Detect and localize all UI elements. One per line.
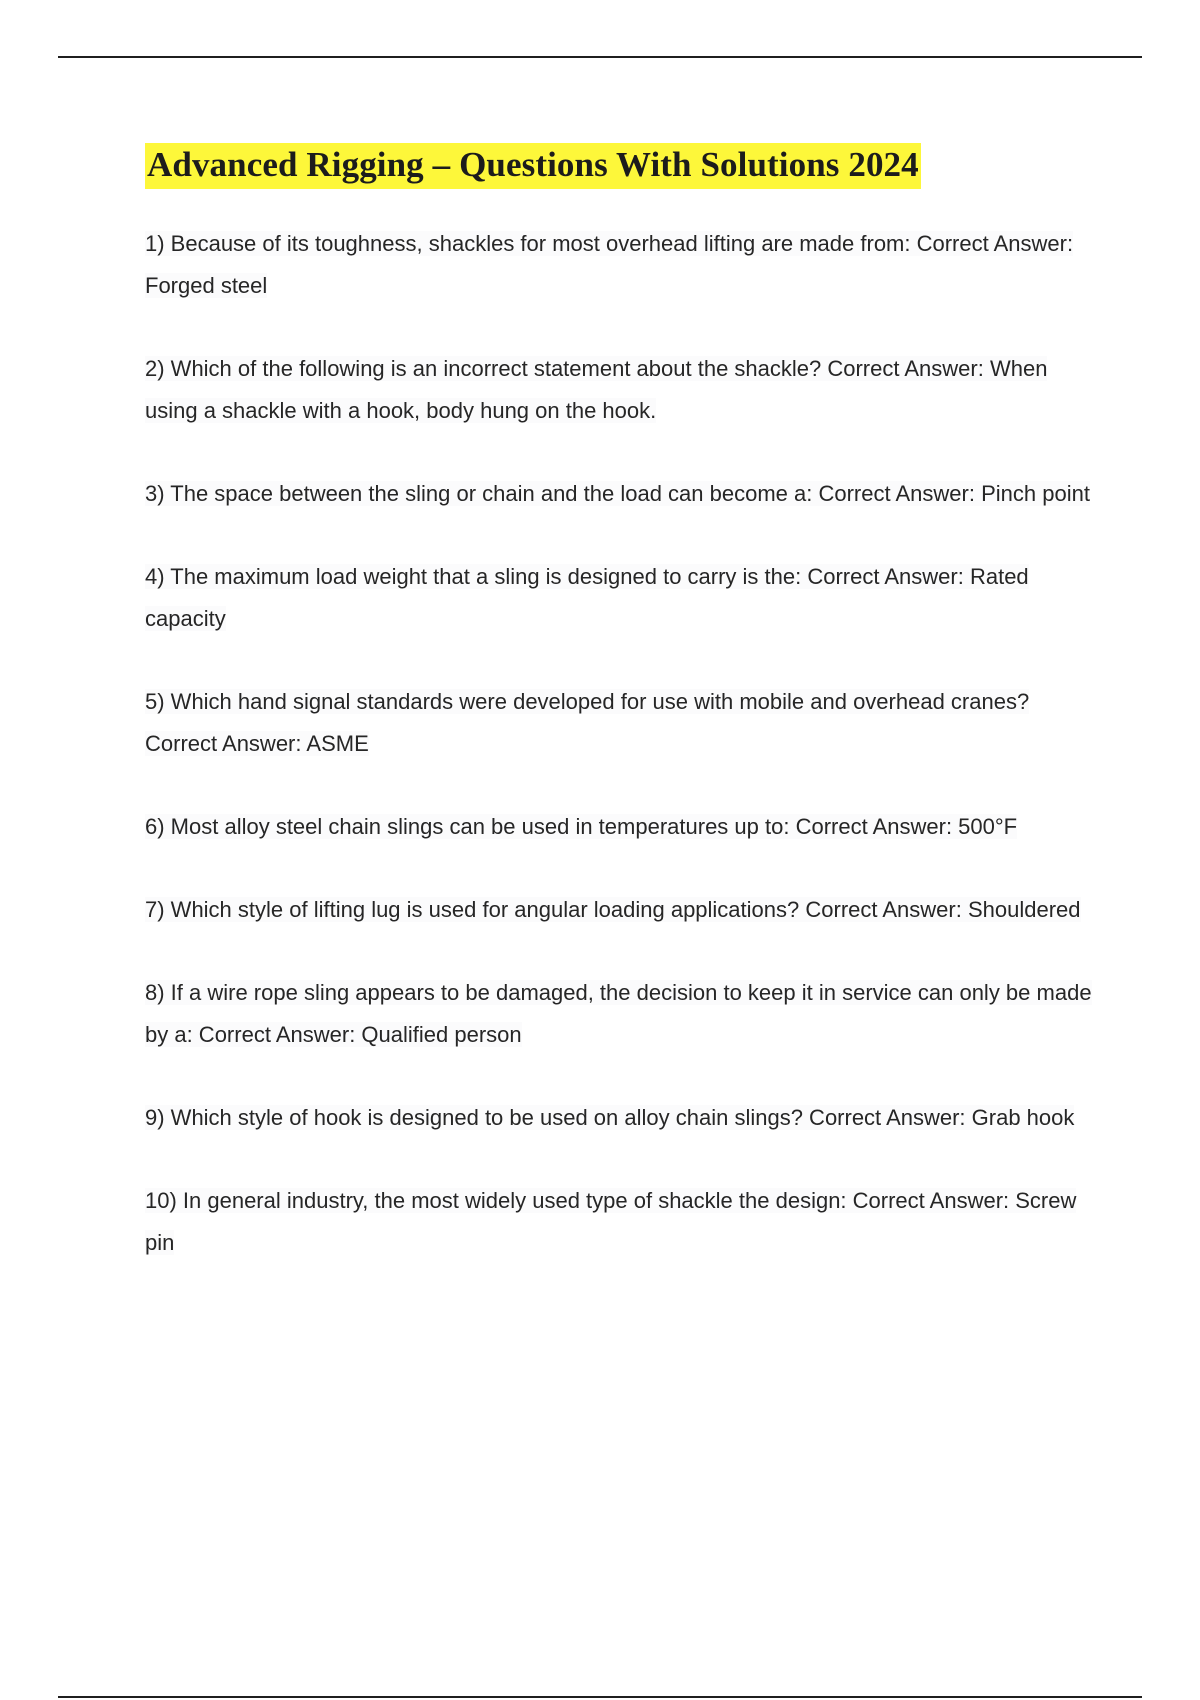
question-item-4 xyxy=(145,556,1095,640)
question-text: 5) Which hand signal standards were developed for use with mobile and overhead cranes? Correct Answer: ASME xyxy=(145,689,1030,756)
question-item-8 xyxy=(145,972,1095,1056)
question-text: 10) In general industry, the most widely used type of shackle the design: Correct Answer: Screw pin xyxy=(145,1188,1077,1255)
question-item-1 xyxy=(145,223,1095,307)
question-text: 2) Which of the following is an incorrect statement about the shackle? Correct Answer: When using a shackle with a hook, body hung on the hook. xyxy=(145,356,1048,423)
question-text: 4) The maximum load weight that a sling is designed to carry is the: Correct Answer: Rated capacity xyxy=(145,564,1029,631)
question-item-9 xyxy=(145,1097,1095,1139)
question-item-7 xyxy=(145,889,1095,931)
document-body xyxy=(145,143,1095,1305)
question-text: 9) Which style of hook is designed to be used on alloy chain slings? Correct Answer: Grab hook xyxy=(145,1105,1075,1130)
question-item-10 xyxy=(145,1180,1095,1264)
question-item-6 xyxy=(145,806,1095,848)
top-divider xyxy=(58,56,1142,58)
bottom-divider xyxy=(58,1696,1142,1698)
question-text: 8) If a wire rope sling appears to be damaged, the decision to keep it in service can only be made by a: Correct Answer: Qualified person xyxy=(145,980,1092,1047)
document-title: Advanced Rigging – Questions With Solutions 2024 xyxy=(145,143,921,189)
question-text: 3) The space between the sling or chain and the load can become a: Correct Answer: Pinch point xyxy=(145,481,1090,506)
question-item-2 xyxy=(145,348,1095,432)
question-text: 7) Which style of lifting lug is used for angular loading applications? Correct Answer: Shouldered xyxy=(145,897,1081,922)
question-list xyxy=(145,223,1095,1264)
question-text: 1) Because of its toughness, shackles for most overhead lifting are made from: Correct Answer: Forged steel xyxy=(145,231,1074,298)
question-text: 6) Most alloy steel chain slings can be used in temperatures up to: Correct Answer: 500°F xyxy=(145,814,1018,839)
question-item-5 xyxy=(145,681,1095,765)
question-item-3 xyxy=(145,473,1095,515)
